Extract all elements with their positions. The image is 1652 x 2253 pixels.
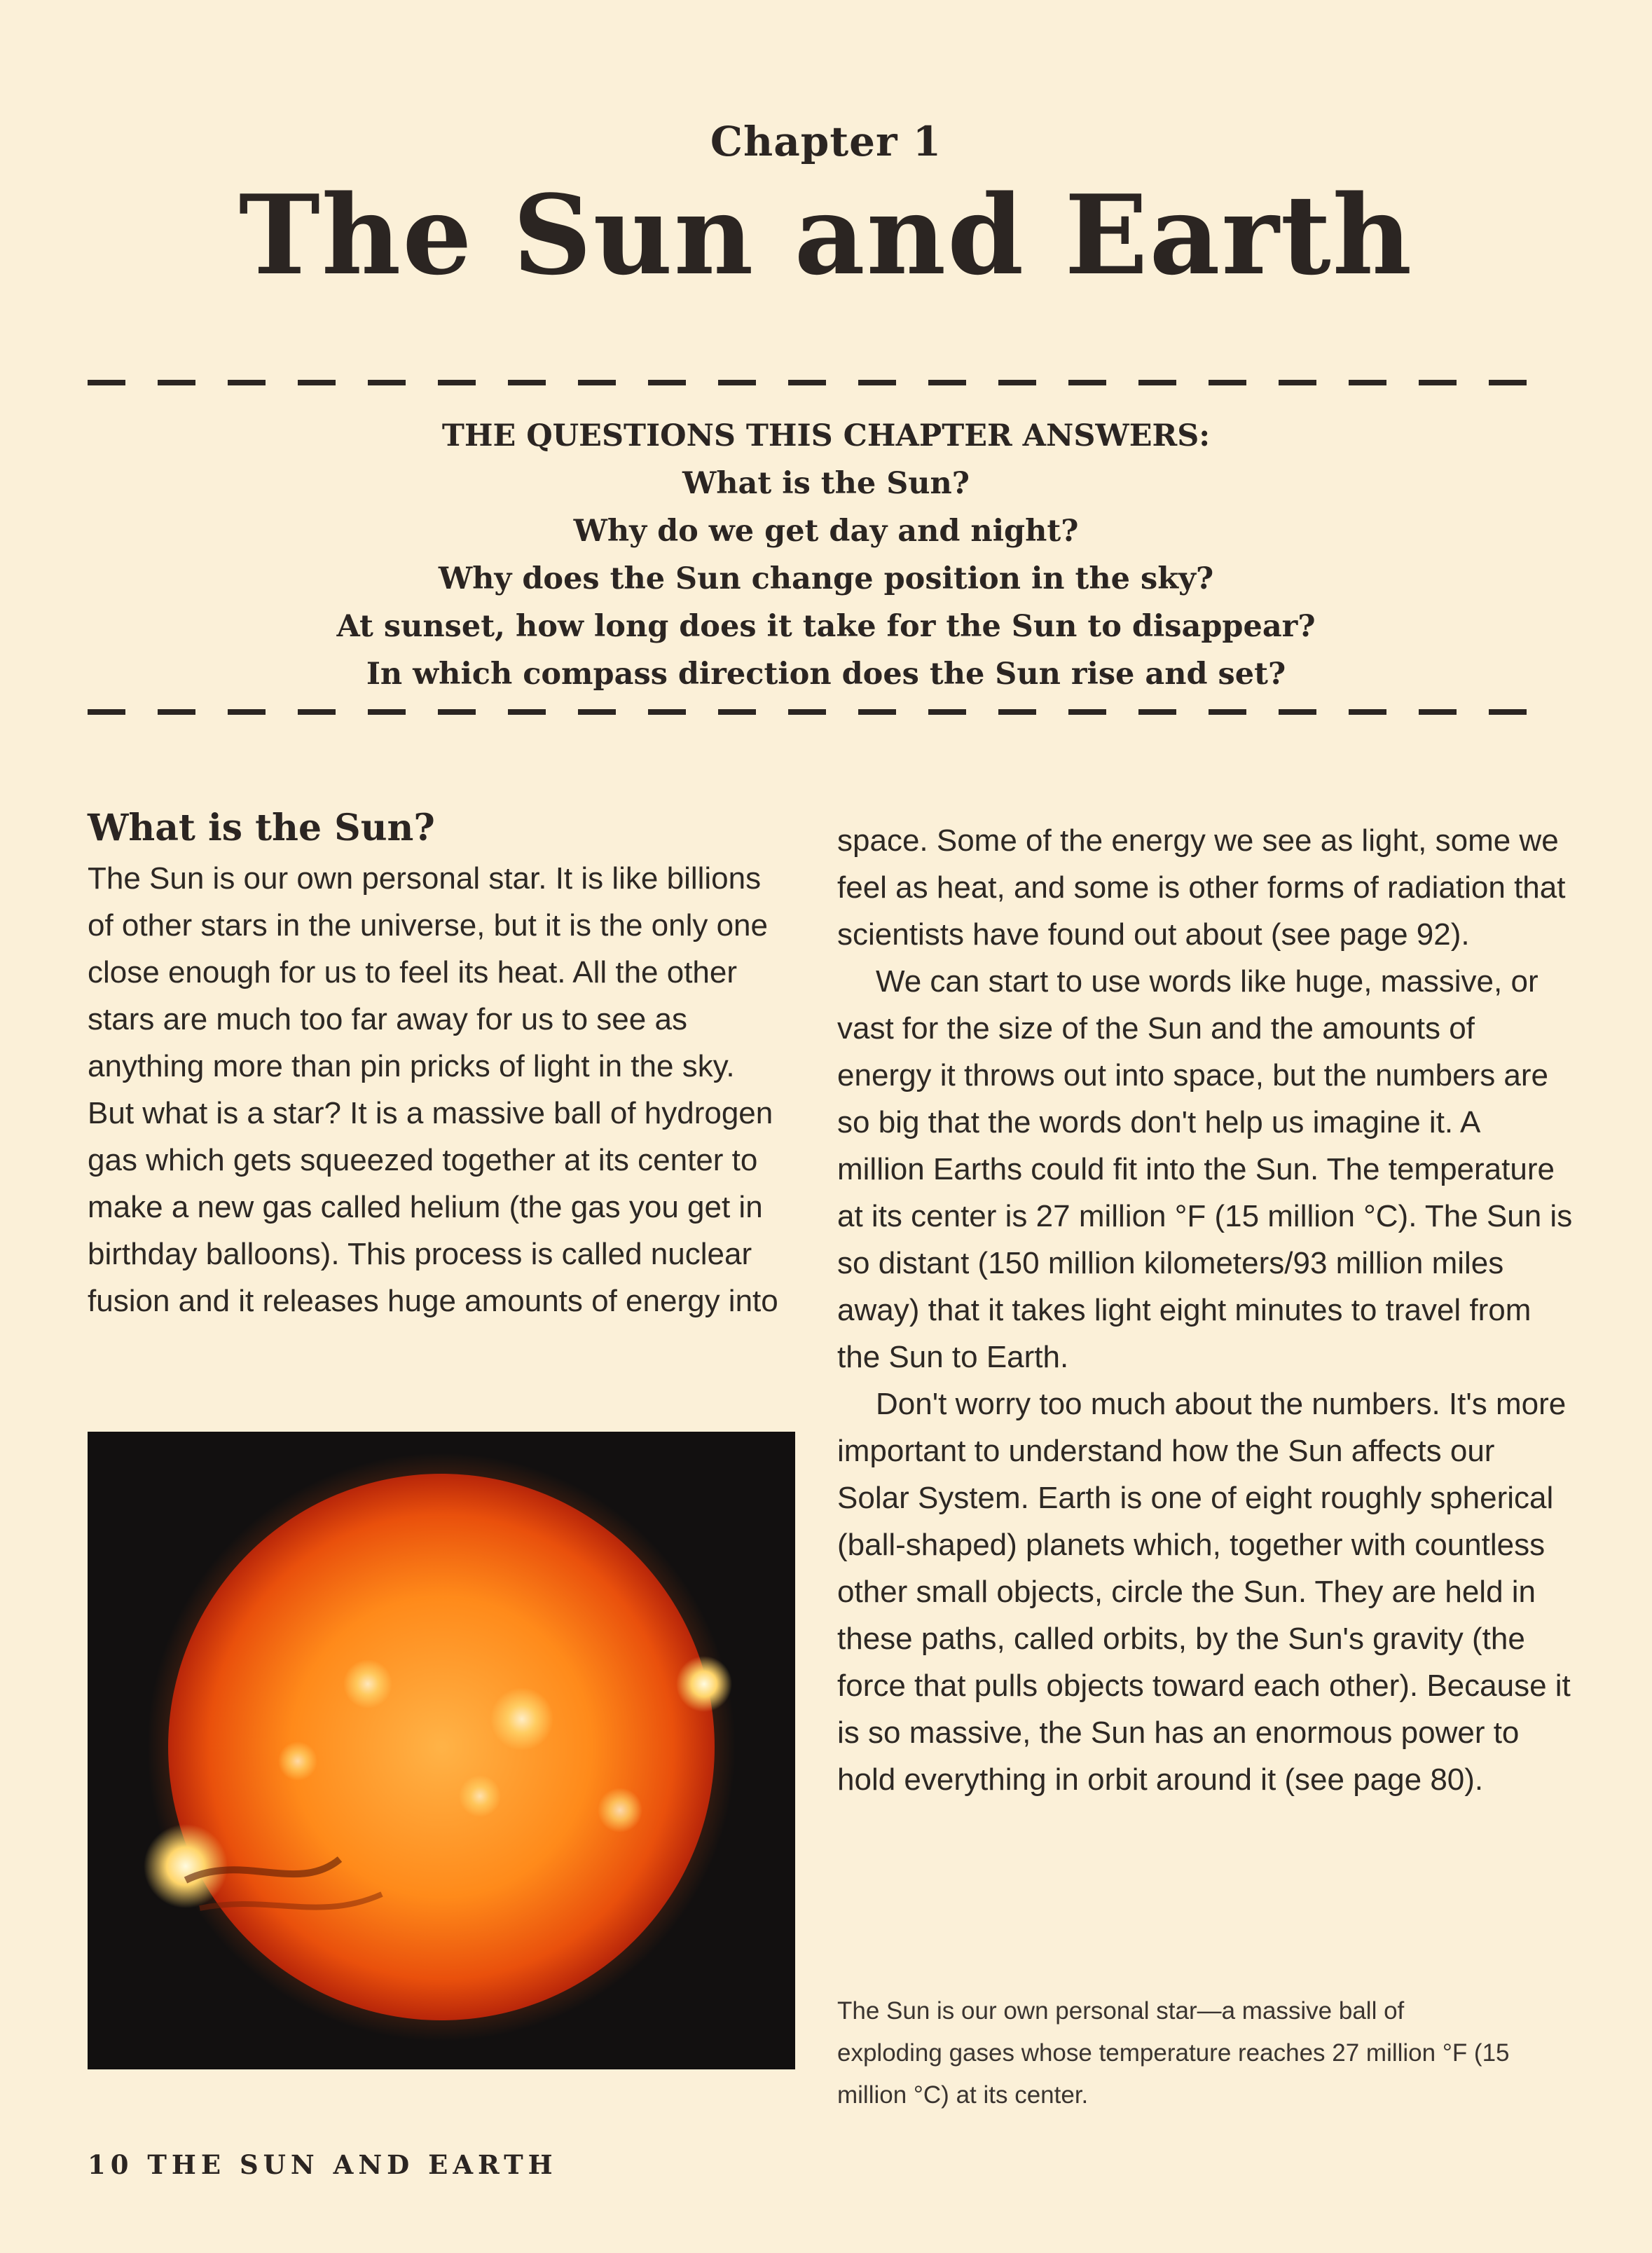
chapter-label: Chapter 1 — [710, 118, 942, 165]
chapter-title: The Sun and Earth — [238, 171, 1414, 299]
right-column — [837, 817, 1573, 1803]
body-paragraph: Don't worry too much about the numbers. It's more important to understand how the Sun affects our Solar System. Earth is one of eight roughly spherical (ball-shaped) planets which, together with countless other small objects, circle the Sun. They are held in these paths, called orbits, by the Sun's gravity (the force that pulls objects toward each other). Because it is so massive, the Sun has an enormous power to hold everything in orbit around it (see page 80). — [837, 1387, 1571, 1797]
chapter-questions-box — [0, 412, 1652, 698]
question-item: In which compass direction does the Sun rise and set? — [366, 657, 1286, 692]
dashed-divider-top — [88, 380, 1545, 385]
question-item: At sunset, how long does it take for the Sun to disappear? — [336, 609, 1316, 644]
body-paragraph: space. Some of the energy we see as light, some we feel as heat, and some is other forms of radiation that scientists have found out about (see page 92). — [837, 823, 1566, 952]
body-paragraph: The Sun is our own personal star. It is like billions of other stars in the universe, but it is the only one close enough for us to feel its heat. All the other stars are much too far away for us to see as anything more than pin pricks of light in the sky. But what is a star? It is a massive ball of hydrogen gas which gets squeezed together at its center to make a new gas called helium (the gas you get in birthday balloons). This process is called nuclear fusion and it releases huge amounts of energy into — [88, 861, 778, 1318]
section-heading: What is the Sun? — [88, 807, 435, 849]
questions-heading: THE QUESTIONS THIS CHAPTER ANSWERS: — [441, 418, 1211, 453]
page-footer: 10 THE SUN AND EARTH — [88, 2149, 558, 2180]
figure-caption: The Sun is our own personal star—a massive ball of exploding gases whose temperature reaches 27 million °F (15 million °C) at its center. — [837, 1997, 1510, 2109]
left-column — [88, 806, 788, 1324]
question-item: Why does the Sun change position in the sky? — [438, 561, 1214, 596]
sun-photo — [88, 1432, 795, 2069]
dashed-divider-bottom — [88, 709, 1545, 715]
question-item: Why do we get day and night? — [573, 514, 1079, 549]
sun-image — [88, 1432, 795, 2069]
body-paragraph: We can start to use words like huge, massive, or vast for the size of the Sun and the amounts of energy it throws out into space, but the numbers are so big that the words don't help us imagine it. A million Earths could fit into the Sun. The temperature at its center is 27 million °F (15 million °C). The Sun is so distant (150 million kilometers/93 million miles away) that it takes light eight minutes to travel from the Sun to Earth. — [837, 964, 1573, 1374]
question-item: What is the Sun? — [682, 466, 970, 501]
